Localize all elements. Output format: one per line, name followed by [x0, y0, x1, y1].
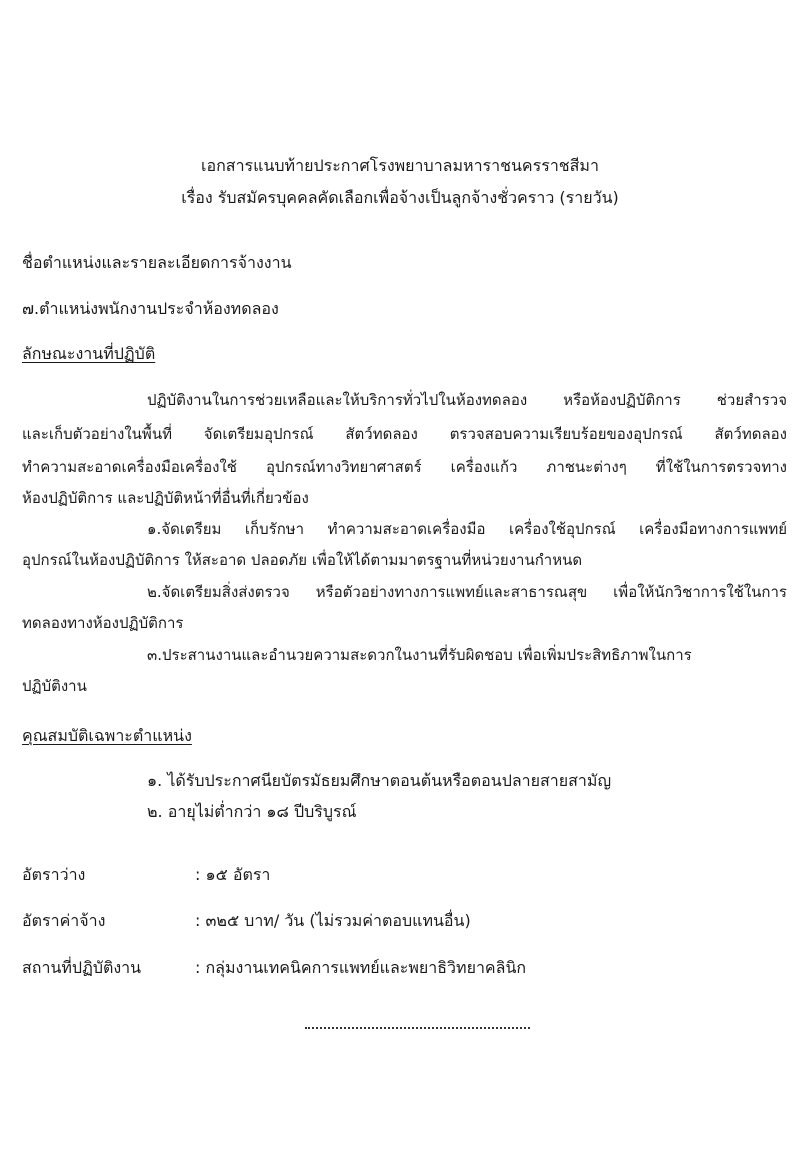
duties-intro-line-4: ห้องปฏิบัติการ และปฏิบัติหน้าที่อื่นที่เกี่ยวข้อง: [22, 489, 309, 507]
duty-item-2-line-1: ๒.จัดเตรียมสิ่งส่งตรวจ หรือตัวอย่างทางการแพทย์และสาธารณสุข เพื่อให้นักวิชาการใช้ในการ: [147, 583, 787, 601]
header-line-2: เรื่อง รับสมัครบุคคลคัดเลือกเพื่อจ้างเป็นลูกจ้างชั่วคราว (รายวัน): [181, 188, 619, 207]
section-title: ชื่อตำแหน่งและรายละเอียดการจ้างงาน: [22, 253, 292, 272]
header-line-1: เอกสารแนบท้ายประกาศโรงพยาบาลมหาราชนครราชสีมา: [201, 156, 599, 175]
dotted-end-line: [305, 1025, 530, 1029]
qualification-item-2: ๒. อายุไม่ต่ำกว่า ๑๘ ปีบริบูรณ์: [147, 802, 357, 821]
duty-item-1-line-1: ๑.จัดเตรียม เก็บรักษา ทำความสะอาดเครื่องมือ เครื่องใช้อุปกรณ์ เครื่องมือทางการแพทย์: [147, 520, 787, 538]
duty-item-1-line-2: อุปกรณ์ในห้องปฏิบัติการ ให้สะอาด ปลอดภัย เพื่อให้ได้ตามมาตรฐานที่หน่วยงานกำหนด: [22, 551, 583, 569]
vacancies-value: : ๑๕ อัตรา: [195, 865, 271, 884]
position-title: ๗.ตำแหน่งพนักงานประจำห้องทดลอง: [22, 299, 279, 318]
workplace-label: สถานที่ปฏิบัติงาน: [22, 958, 142, 977]
wage-label: อัตราค่าจ้าง: [22, 911, 106, 930]
wage-value: : ๓๒๕ บาท/ วัน (ไม่รวมค่าตอบแทนอื่น): [195, 911, 471, 930]
duty-item-2-line-2: ทดลองทางห้องปฏิบัติการ: [22, 614, 184, 632]
vacancies-label: อัตราว่าง: [22, 865, 86, 884]
duty-item-3-line-1: ๓.ประสานงานและอำนวยความสะดวกในงานที่รับผิดชอบ เพื่อเพิ่มประสิทธิภาพในการ: [147, 646, 692, 664]
qualification-item-1: ๑. ได้รับประกาศนียบัตรมัธยมศึกษาตอนต้นหรือตอนปลายสายสามัญ: [147, 771, 612, 790]
duty-item-3-line-2: ปฏิบัติงาน: [22, 677, 87, 695]
duties-heading: ลักษณะงานที่ปฏิบัติ: [22, 344, 156, 363]
qualifications-heading: คุณสมบัติเฉพาะตำแหน่ง: [22, 726, 192, 745]
duties-intro-line-3: ทำความสะอาดเครื่องมือเครื่องใช้ อุปกรณ์ทางวิทยาศาสตร์ เครื่องแก้ว ภาชนะต่างๆ ที่ใช้ในการตรวจทาง: [22, 458, 787, 476]
duties-intro-line-1: ปฏิบัติงานในการช่วยเหลือและให้บริการทั่วไปในห้องทดลอง หรือห้องปฏิบัติการ ช่วยสำรวจ: [147, 391, 787, 409]
duties-intro-line-2: และเก็บตัวอย่างในพื้นที่ จัดเตรียมอุปกรณ์ สัตว์ทดลอง ตรวจสอบความเรียบร้อยของอุปกรณ์ สัตว์ทดลอง: [22, 425, 787, 443]
workplace-value: : กลุ่มงานเทคนิคการแพทย์และพยาธิวิทยาคลินิก: [195, 958, 527, 977]
